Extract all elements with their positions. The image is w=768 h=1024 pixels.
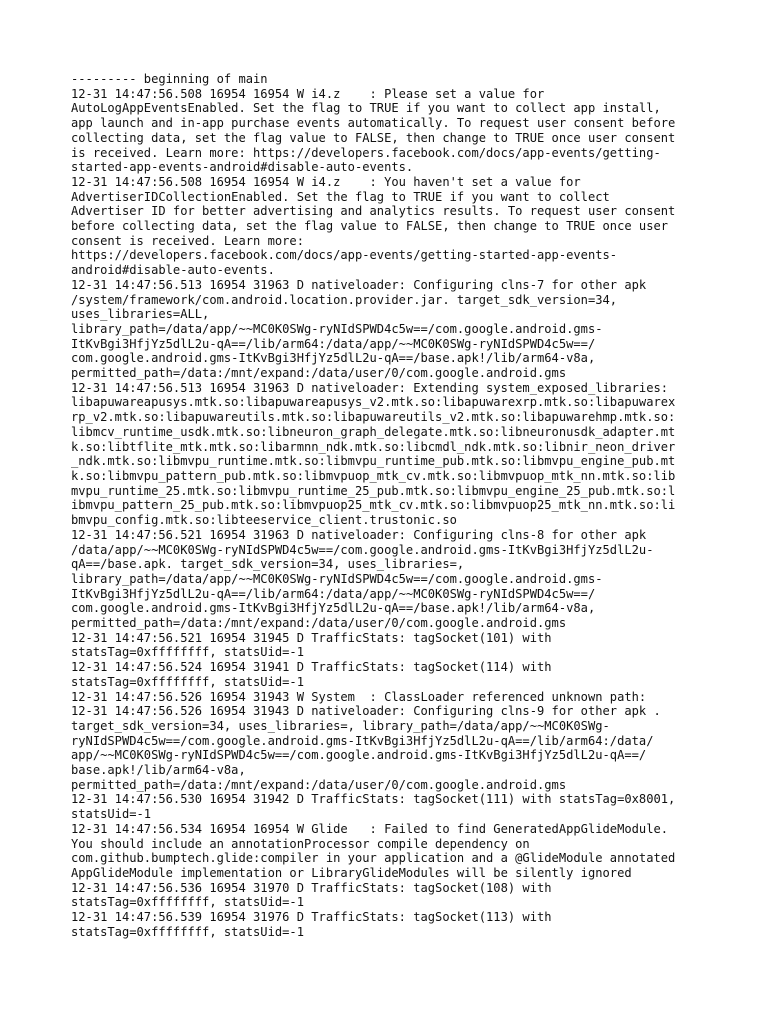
log-line: statsTag=0xffffffff, statsUid=-1 (71, 674, 304, 689)
log-line: rp_v2.mtk.so:libapuwareutils.mtk.so:libapuwareutils_v2.mtk.so:libapuwarehmp.mtk.so: (71, 410, 676, 425)
log-line: permitted_path=/data:/mnt/expand:/data/user/0/com.google.android.gms (71, 616, 567, 631)
log-line: is received. Learn more: https://developers.facebook.com/docs/app-events/getting- (71, 145, 661, 160)
log-line: k.so:libmvpu_pattern_pub.mtk.so:libmvpuop_mtk_cv.mtk.so:libmvpuop_mtk_nn.mtk.so:lib (71, 468, 676, 483)
log-line: statsTag=0xffffffff, statsUid=-1 (71, 924, 304, 939)
log-line: /system/framework/com.android.location.provider.jar. target_sdk_version=34, (71, 292, 618, 307)
log-line: before collecting data, set the flag value to FALSE, then change to TRUE once user (71, 219, 669, 234)
log-line: You should include an annotationProcessor compile dependency on (71, 836, 530, 851)
log-line: k.so:libtflite_mtk.mtk.so:libarmnn_ndk.mtk.so:libcmdl_ndk.mtk.so:libnir_neon_driver (71, 439, 676, 454)
log-line: ItKvBgi3HfjYz5dlL2u-qA==/lib/arm64:/data/app/~~MC0K0SWg-ryNIdSPWD4c5w==/ (71, 586, 596, 601)
log-line: 12-31 14:47:56.526 16954 31943 W System : ClassLoader referenced unknown path: (71, 689, 647, 704)
log-line: app/~~MC0K0SWg-ryNIdSPWD4c5w==/com.google.android.gms-ItKvBgi3HfjYz5dlL2u-qA==/ (71, 748, 647, 763)
log-line: 12-31 14:47:56.539 16954 31976 D TrafficStats: tagSocket(113) with (71, 910, 552, 925)
log-line: bmvpu_config.mtk.so:libteeservice_client.trustonic.so (71, 513, 457, 528)
log-line: library_path=/data/app/~~MC0K0SWg-ryNIdSPWD4c5w==/com.google.android.gms- (71, 571, 603, 586)
log-line: base.apk!/lib/arm64-v8a, (71, 763, 246, 778)
log-line: started-app-events-android#disable-auto-events. (71, 160, 414, 175)
log-line: _ndk.mtk.so:libmvpu_runtime.mtk.so:libmvpu_runtime_pub.mtk.so:libmvpu_engine_pub.mt (71, 454, 676, 469)
log-line: com.google.android.gms-ItKvBgi3HfjYz5dlL2u-qA==/base.apk!/lib/arm64-v8a, (71, 601, 596, 616)
log-line: ItKvBgi3HfjYz5dlL2u-qA==/lib/arm64:/data/app/~~MC0K0SWg-ryNIdSPWD4c5w==/ (71, 336, 596, 351)
log-line: mvpu_runtime_25.mtk.so:libmvpu_runtime_25_pub.mtk.so:libmvpu_engine_25_pub.mtk.so:l (71, 483, 676, 498)
log-line: 12-31 14:47:56.534 16954 16954 W Glide : Failed to find GeneratedAppGlideModule. (71, 821, 669, 836)
log-line: 12-31 14:47:56.530 16954 31942 D TrafficStats: tagSocket(111) with statsTag=0x8001, (71, 792, 676, 807)
log-line: 12-31 14:47:56.508 16954 16954 W i4.z : Please set a value for (71, 86, 545, 101)
log-line: app launch and in-app purchase events automatically. To request user consent before (71, 116, 676, 131)
log-line: ibmvpu_pattern_25_pub.mtk.so:libmvpuop25_mtk_cv.mtk.so:libmvpuop25_mtk_nn.mtk.so:li (71, 498, 676, 513)
log-line: libapuwareapusys.mtk.so:libapuwareapusys_v2.mtk.so:libapuwarexrp.mtk.so:libapuwarex (71, 395, 676, 410)
log-line: com.github.bumptech.glide:compiler in your application and a @GlideModule annotated (71, 851, 676, 866)
log-line: qA==/base.apk. target_sdk_version=34, uses_libraries=, (71, 557, 465, 572)
log-line: com.google.android.gms-ItKvBgi3HfjYz5dlL2u-qA==/base.apk!/lib/arm64-v8a, (71, 351, 596, 366)
log-line: consent is received. Learn more: (71, 233, 304, 248)
log-line: 12-31 14:47:56.513 16954 31963 D nativeloader: Extending system_exposed_libraries: (71, 380, 669, 395)
log-line: permitted_path=/data:/mnt/expand:/data/user/0/com.google.android.gms (71, 777, 567, 792)
log-line: permitted_path=/data:/mnt/expand:/data/user/0/com.google.android.gms (71, 366, 567, 381)
log-line: AppGlideModule implementation or LibraryGlideModules will be silently ignored (71, 865, 632, 880)
log-line: collecting data, set the flag value to FALSE, then change to TRUE once user consent (71, 130, 676, 145)
log-line: Advertiser ID for better advertising and analytics results. To request user consent (71, 204, 676, 219)
log-line: statsTag=0xffffffff, statsUid=-1 (71, 895, 304, 910)
log-line: AutoLogAppEventsEnabled. Set the flag to TRUE if you want to collect app install, (71, 101, 661, 116)
log-line: statsTag=0xffffffff, statsUid=-1 (71, 645, 304, 660)
log-line: 12-31 14:47:56.524 16954 31941 D TrafficStats: tagSocket(114) with (71, 660, 552, 675)
log-line: --------- beginning of main (71, 72, 268, 86)
log-line: ryNIdSPWD4c5w==/com.google.android.gms-ItKvBgi3HfjYz5dlL2u-qA==/lib/arm64:/data/ (71, 733, 654, 748)
log-line: 12-31 14:47:56.526 16954 31943 D nativeloader: Configuring clns-9 for other apk . (71, 704, 661, 719)
log-line: statsUid=-1 (71, 807, 152, 822)
log-line: library_path=/data/app/~~MC0K0SWg-ryNIdSPWD4c5w==/com.google.android.gms- (71, 321, 603, 336)
log-line: AdvertiserIDCollectionEnabled. Set the flag to TRUE if you want to collect (71, 189, 610, 204)
log-line: https://developers.facebook.com/docs/app-events/getting-started-app-events- (71, 248, 618, 263)
log-line: /data/app/~~MC0K0SWg-ryNIdSPWD4c5w==/com.google.android.gms-ItKvBgi3HfjYz5dlL2u- (71, 542, 654, 557)
log-line: android#disable-auto-events. (71, 263, 275, 278)
log-line: libmcv_runtime_usdk.mtk.so:libneuron_graph_delegate.mtk.so:libneuronusdk_adapter.mt (71, 424, 676, 439)
log-line: 12-31 14:47:56.536 16954 31970 D TrafficStats: tagSocket(108) with (71, 880, 552, 895)
log-line: 12-31 14:47:56.521 16954 31963 D nativeloader: Configuring clns-8 for other apk (71, 527, 647, 542)
log-line: target_sdk_version=34, uses_libraries=, library_path=/data/app/~~MC0K0SWg- (71, 718, 610, 733)
log-line: 12-31 14:47:56.513 16954 31963 D nativeloader: Configuring clns-7 for other apk (71, 277, 647, 292)
log-document (71, 72, 701, 939)
log-line: 12-31 14:47:56.521 16954 31945 D TrafficStats: tagSocket(101) with (71, 630, 552, 645)
log-line: 12-31 14:47:56.508 16954 16954 W i4.z : You haven't set a value for (71, 174, 581, 189)
log-line: uses_libraries=ALL, (71, 307, 210, 322)
